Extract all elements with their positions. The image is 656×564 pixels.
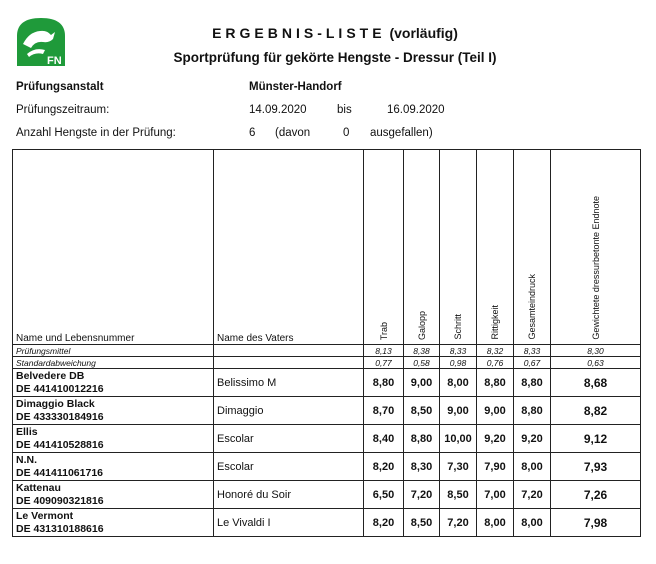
horse-number: DE 433330184916 — [16, 410, 104, 423]
col-header-galopp: Galopp — [404, 150, 440, 345]
final-score: 8,82 — [551, 397, 641, 425]
score-cell: 10,00 — [440, 425, 477, 453]
stdabw-value: 0,67 — [514, 357, 551, 369]
horse-name: Ellis — [16, 425, 38, 438]
fn-logo — [13, 14, 69, 70]
mittel-value: 8,13 — [364, 345, 404, 357]
score-cell: 7,20 — [514, 481, 551, 509]
stdabw-value: 0,76 — [477, 357, 514, 369]
score-cell: 9,00 — [404, 369, 440, 397]
col-header-endnote: Gewichtete dressurbetonte Endnote — [551, 150, 641, 345]
score-cell: 9,20 — [514, 425, 551, 453]
score-cell: 8,30 — [404, 453, 440, 481]
horse-number: DE 441411061716 — [16, 466, 103, 479]
mittel-row — [13, 345, 641, 357]
horse-cell — [13, 425, 214, 453]
mittel-label: Prüfungsmittel — [13, 345, 214, 357]
col-header-trab: Trab — [364, 150, 404, 345]
final-score: 7,98 — [551, 509, 641, 537]
horse-number: DE 431310188616 — [16, 522, 104, 535]
horse-number: DE 441410012216 — [16, 382, 104, 395]
horse-name: Belvedere DB — [16, 369, 85, 382]
score-cell: 8,00 — [477, 509, 514, 537]
score-cell: 9,20 — [477, 425, 514, 453]
horse-name: N.N. — [16, 453, 37, 466]
stdabw-label: Standardabweichung — [13, 357, 214, 369]
zeitraum-to: 16.09.2020 — [387, 104, 445, 116]
zeitraum-label: Prüfungszeitraum: — [16, 104, 110, 116]
anzahl-value: 6 — [249, 127, 256, 139]
ausgefallen-label: ausgefallen) — [370, 127, 433, 139]
sire-name: Honoré du Soir — [214, 481, 364, 509]
score-cell: 8,80 — [477, 369, 514, 397]
col-header-vater: Name des Vaters — [214, 150, 364, 345]
mittel-value: 8,30 — [551, 345, 641, 357]
score-cell: 8,40 — [364, 425, 404, 453]
score-cell: 8,00 — [514, 453, 551, 481]
score-cell: 8,20 — [364, 453, 404, 481]
final-score: 7,93 — [551, 453, 641, 481]
score-cell: 8,50 — [404, 397, 440, 425]
table-row — [13, 509, 641, 537]
score-cell: 8,20 — [364, 509, 404, 537]
table-row — [13, 397, 641, 425]
results-table — [12, 149, 641, 537]
horse-cell — [13, 481, 214, 509]
davon-value: 0 — [343, 127, 350, 139]
mittel-value: 8,33 — [440, 345, 477, 357]
stdabw-row — [13, 357, 641, 369]
horse-name: Kattenau — [16, 481, 61, 494]
score-cell: 8,80 — [404, 425, 440, 453]
horse-cell — [13, 509, 214, 537]
col-header-rittigkeit: Rittigkeit — [477, 150, 514, 345]
stdabw-value: 0,98 — [440, 357, 477, 369]
score-cell: 7,00 — [477, 481, 514, 509]
score-cell: 9,00 — [440, 397, 477, 425]
sire-name: Dimaggio — [214, 397, 364, 425]
score-cell: 7,30 — [440, 453, 477, 481]
score-cell: 8,80 — [364, 369, 404, 397]
header-row — [13, 150, 641, 345]
col-header-schritt: Schritt — [440, 150, 477, 345]
score-cell: 9,00 — [477, 397, 514, 425]
sire-name: Le Vivaldi I — [214, 509, 364, 537]
horse-number: DE 409090321816 — [16, 494, 104, 507]
final-score: 8,68 — [551, 369, 641, 397]
page-subtitle: Sportprüfung für gekörte Hengste - Dressur (Teil I) — [173, 50, 497, 65]
score-cell: 8,80 — [514, 397, 551, 425]
mittel-value: 8,38 — [404, 345, 440, 357]
horse-name: Dimaggio Black — [16, 397, 95, 410]
zeitraum-sep: bis — [337, 104, 352, 116]
col-header-name: Name und Lebensnummer — [13, 150, 214, 345]
stdabw-value: 0,77 — [364, 357, 404, 369]
horse-name: Le Vermont — [16, 509, 74, 522]
title-main: ERGEBNIS-LISTE — [212, 25, 386, 41]
horse-number: DE 441410528816 — [16, 438, 104, 451]
davon-label: (davon — [275, 127, 311, 139]
sire-name: Belissimo M — [214, 369, 364, 397]
title-suffix: (vorläufig) — [389, 25, 458, 41]
logo-text: FN — [47, 55, 62, 67]
score-cell: 6,50 — [364, 481, 404, 509]
score-cell: 8,00 — [514, 509, 551, 537]
score-cell: 8,70 — [364, 397, 404, 425]
mittel-value: 8,32 — [477, 345, 514, 357]
stdabw-value: 0,58 — [404, 357, 440, 369]
stdabw-value: 0,63 — [551, 357, 641, 369]
zeitraum-from: 14.09.2020 — [249, 104, 307, 116]
table-row — [13, 453, 641, 481]
table-row — [13, 425, 641, 453]
final-score: 9,12 — [551, 425, 641, 453]
score-cell: 8,50 — [404, 509, 440, 537]
page-title — [120, 25, 550, 41]
anstalt-value: Münster-Handorf — [249, 81, 342, 93]
final-score: 7,26 — [551, 481, 641, 509]
anzahl-label: Anzahl Hengste in der Prüfung: — [16, 127, 176, 139]
horse-cell — [13, 397, 214, 425]
score-cell: 7,90 — [477, 453, 514, 481]
score-cell: 7,20 — [440, 509, 477, 537]
table-row — [13, 369, 641, 397]
anstalt-label: Prüfungsanstalt — [16, 81, 104, 93]
col-header-gesamt: Gesamteindruck — [514, 150, 551, 345]
score-cell: 8,80 — [514, 369, 551, 397]
sire-name: Escolar — [214, 453, 364, 481]
sire-name: Escolar — [214, 425, 364, 453]
horse-cell — [13, 369, 214, 397]
table-row — [13, 481, 641, 509]
score-cell: 7,20 — [404, 481, 440, 509]
horse-cell — [13, 453, 214, 481]
mittel-value: 8,33 — [514, 345, 551, 357]
score-cell: 8,50 — [440, 481, 477, 509]
score-cell: 8,00 — [440, 369, 477, 397]
